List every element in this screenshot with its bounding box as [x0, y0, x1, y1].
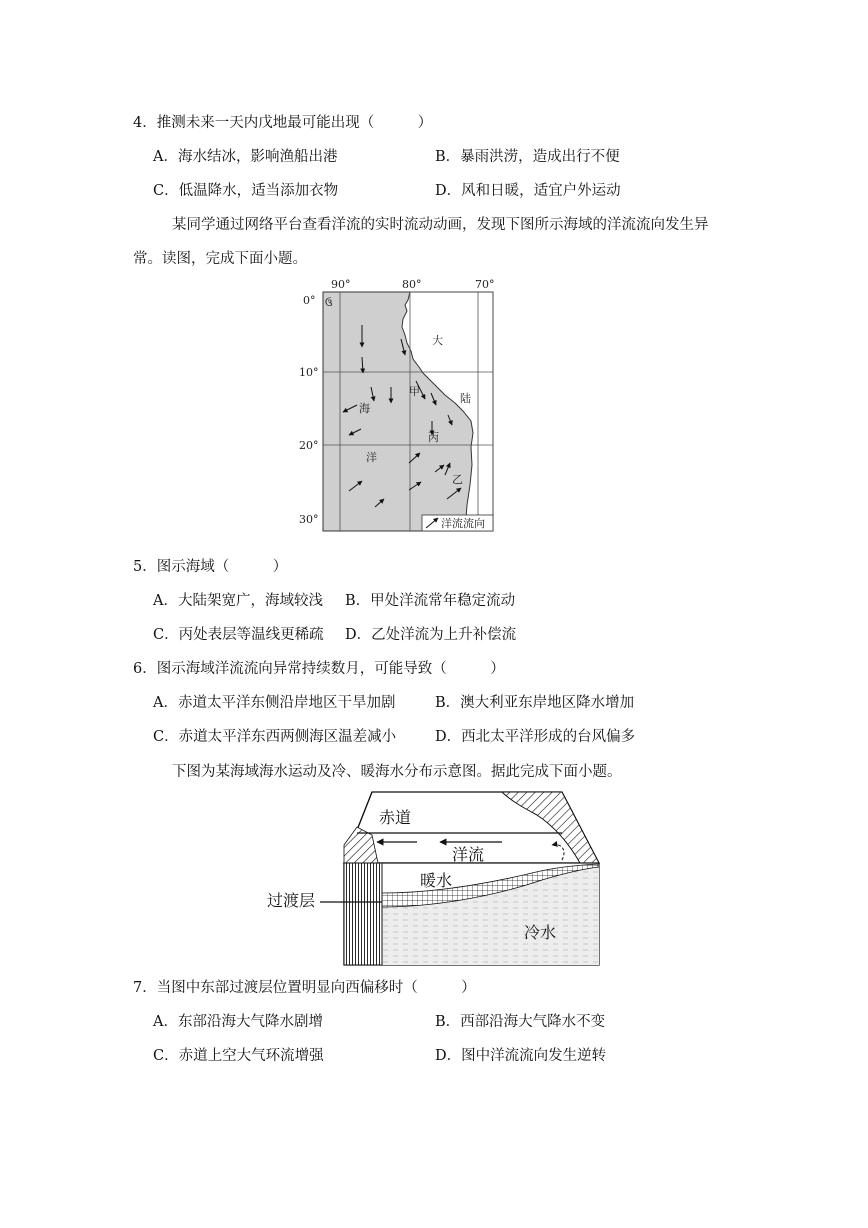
- q7-option-d: D．图中洋流流向发生逆转: [435, 1048, 607, 1064]
- lat-label-0: 0°: [303, 294, 316, 307]
- q6-option-b: B．澳大利亚东岸地区降水增加: [435, 695, 635, 711]
- q4-option-b: B．暴雨洪涝，造成出行不便: [435, 149, 620, 165]
- label-ocean-2: 洋: [366, 451, 377, 464]
- q7-option-b: B．西部沿海大气降水不变: [435, 1014, 606, 1030]
- lat-label-10: 10°: [299, 366, 319, 379]
- label-point-jia: 甲: [409, 385, 420, 398]
- q4-option-c: C．低温降水，适当添加衣物: [153, 183, 339, 199]
- lat-label-20: 20°: [299, 439, 319, 452]
- label-current: 洋流: [452, 845, 485, 864]
- ocean-current-map: [295, 275, 510, 537]
- q7-stem: 7．当图中东部过渡层位置明显向西偏移时（ ）: [133, 980, 476, 996]
- q7-option-c: C．赤道上空大气环流增强: [153, 1048, 324, 1064]
- q5-option-b: B．甲处洋流常年稳定流动: [345, 593, 516, 609]
- q6-option-a: A．赤道太平洋东侧沿岸地区干旱加剧: [153, 695, 396, 711]
- intro2: 下图为某海域海水运动及冷、暖海水分布示意图。据此完成下面小题。: [172, 764, 622, 780]
- q6-option-c: C．赤道太平洋东西两侧海区温差减小: [153, 729, 397, 745]
- q5-option-c: C．丙处表层等温线更稀疏: [153, 627, 324, 643]
- lat-label-30: 30°: [299, 513, 319, 526]
- q5-option-d: D．乙处洋流为上升补偿流: [345, 627, 517, 643]
- label-warm-water: 暖水: [420, 871, 453, 890]
- q4-stem: 4．推测未来一天内戊地最可能出现（ ）: [133, 115, 433, 131]
- q4-option-d: D．风和日暖，适宜户外运动: [435, 183, 621, 199]
- label-continent-2: 陆: [460, 392, 471, 405]
- intro1-line2: 常。读图，完成下面小题。: [133, 251, 307, 267]
- label-point-bing: 丙: [428, 431, 439, 444]
- ocean-layers-diagram: [262, 785, 607, 970]
- lon-label-70: 70°: [475, 278, 495, 291]
- q6-option-d: D．西北太平洋形成的台风偏多: [435, 729, 636, 745]
- q5-option-a: A．大陆架宽广，海域较浅: [153, 593, 323, 609]
- lon-label-80: 80°: [402, 278, 422, 291]
- q4-option-a: A．海水结冰，影响渔船出港: [153, 149, 338, 165]
- label-ocean-1: 海: [359, 402, 370, 415]
- label-equator: 赤道: [379, 808, 412, 827]
- lon-label-90: 90°: [331, 278, 351, 291]
- q6-stem: 6．图示海域洋流流向异常持续数月，可能导致（ ）: [133, 661, 505, 677]
- island-icon: ઉ: [325, 298, 333, 309]
- intro1-line1: 某同学通过网络平台查看洋流的实时流动动画，发现下图所示海域的洋流流向发生异: [172, 217, 709, 233]
- label-point-yi: 乙: [452, 473, 463, 486]
- label-cold-water: 冷水: [524, 923, 557, 942]
- label-continent-1: 大: [432, 334, 443, 347]
- q5-stem: 5．图示海域（ ）: [133, 559, 288, 575]
- label-transition-layer: 过渡层: [267, 891, 316, 910]
- q7-option-a: A．东部沿海大气降水剧增: [153, 1014, 323, 1030]
- legend-label: 洋流流向: [441, 517, 485, 530]
